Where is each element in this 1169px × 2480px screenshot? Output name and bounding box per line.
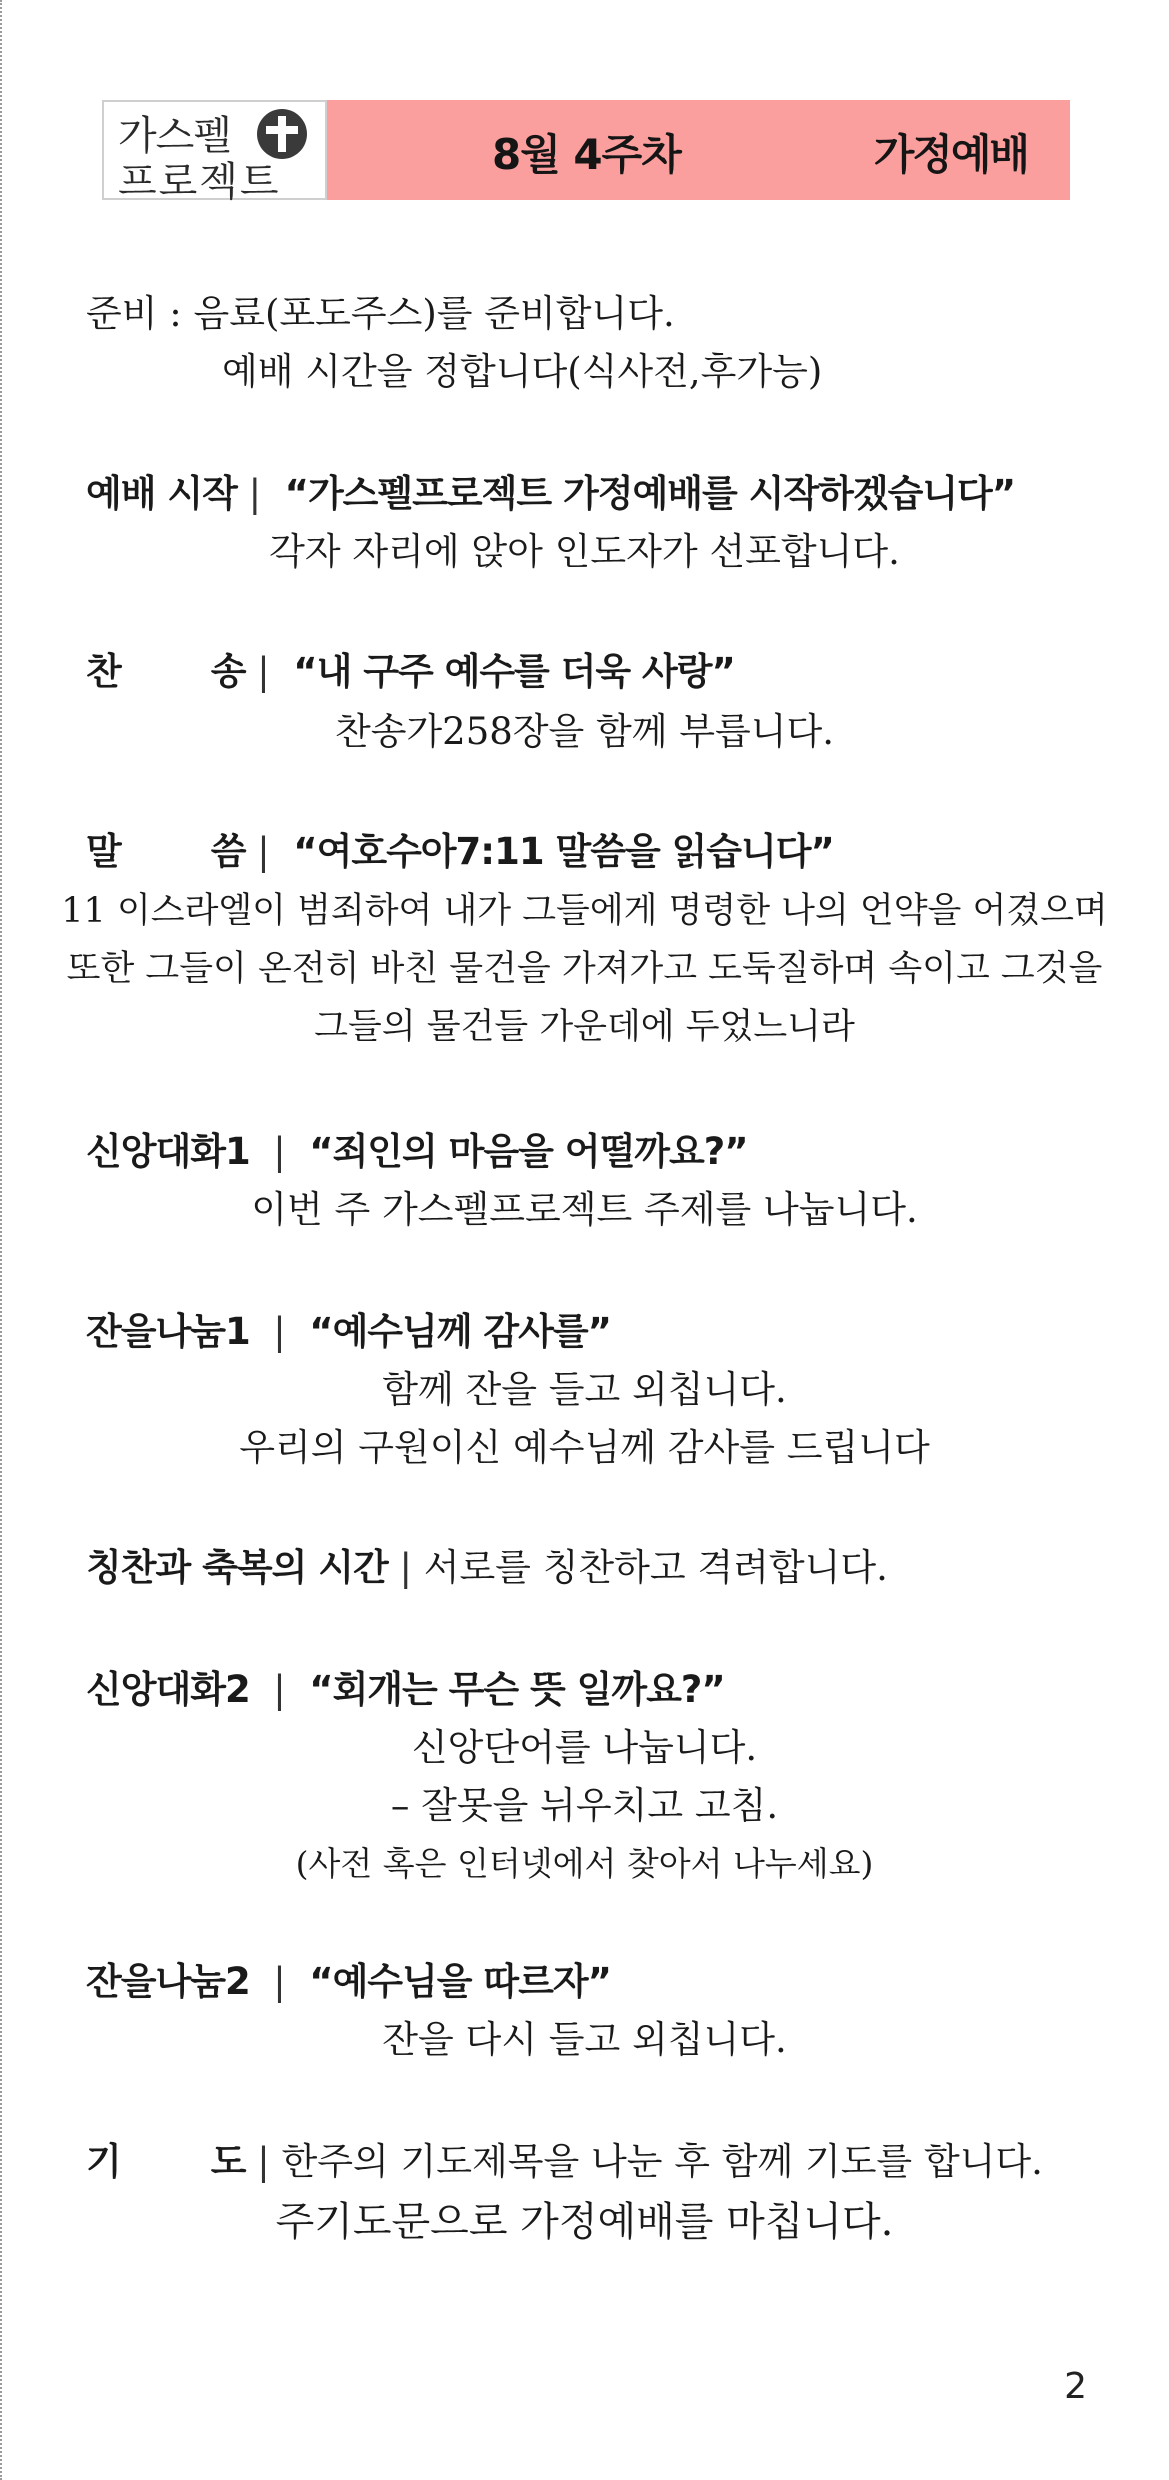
talk1-quote: “죄인의 마음을 어떨까요?” xyxy=(309,1130,748,1173)
prayer-heading xyxy=(86,2140,1043,2184)
hymn-heading xyxy=(86,650,735,694)
cup2-label: 잔을나눔2 xyxy=(86,1960,250,2003)
talk2-heading xyxy=(86,1668,725,1712)
hymn-label-b: 송 xyxy=(210,650,246,693)
praise-heading xyxy=(86,1546,888,1590)
prep-line2: 예배 시간을 정합니다(식사전,후가능) xyxy=(222,350,823,393)
prep-line1 xyxy=(86,292,675,336)
word-line1: 11 이스라엘이 범죄하여 내가 그들에게 명령한 나의 언약을 어겼으며 xyxy=(61,891,1108,931)
talk1-heading xyxy=(86,1130,748,1174)
prayer-label-b: 도 xyxy=(210,2140,246,2183)
talk1-separator: | xyxy=(273,1130,286,1173)
header-banner xyxy=(102,100,1070,205)
start-heading xyxy=(86,472,1015,516)
word-line3: 그들의 물건들 가운데에 두었느니라 xyxy=(314,1007,855,1047)
word-label-a: 말 xyxy=(86,830,121,873)
word-line2: 또한 그들이 온전히 바친 물건을 가져가고 도둑질하며 속이고 그것을 xyxy=(66,949,1103,989)
word-quote: “여호수아7:11 말씀을 읽습니다” xyxy=(293,830,834,873)
week-label: 8월 4주차 xyxy=(492,130,681,179)
talk2-line1: 신앙단어를 나눕니다. xyxy=(411,1726,758,1769)
talk2-quote: “회개는 무슨 뜻 일까요?” xyxy=(309,1668,725,1711)
talk2-line2: – 잘못을 뉘우치고 고침. xyxy=(390,1784,779,1827)
talk2-separator: | xyxy=(273,1668,286,1711)
cup1-line1: 함께 잔을 들고 외칩니다. xyxy=(382,1368,787,1411)
talk2-line3: (사전 혹은 인터넷에서 찾아서 나누세요) xyxy=(295,1844,874,1883)
talk1-line1: 이번 주 가스펠프로젝트 주제를 나눕니다. xyxy=(251,1188,918,1231)
cup2-heading xyxy=(86,1960,611,2004)
prayer-line1: 주기도문으로 가정예배를 마칩니다. xyxy=(275,2199,894,2245)
prep-label: 준비 xyxy=(86,292,158,335)
cup2-separator: | xyxy=(273,1960,286,2003)
start-line1: 각자 자리에 앉아 인도자가 선포합니다. xyxy=(269,530,900,573)
hymn-label-a: 찬 xyxy=(86,650,121,693)
word-heading xyxy=(86,830,834,874)
cup2-quote: “예수님을 따르자” xyxy=(309,1960,611,2003)
prep-text1: 음료(포도주스)를 준비합니다. xyxy=(193,292,675,335)
prayer-separator: | xyxy=(257,2140,270,2183)
page-number: 2 xyxy=(1064,2366,1087,2407)
cup2-line1: 잔을 다시 들고 외칩니다. xyxy=(382,2018,787,2061)
hymn-quote: “내 구주 예수를 더욱 사랑” xyxy=(293,650,735,693)
start-separator: | xyxy=(248,472,262,515)
word-separator: | xyxy=(257,830,270,873)
praise-separator: | xyxy=(399,1546,412,1589)
hymn-line1: 찬송가258장을 함께 부릅니다. xyxy=(334,710,835,753)
worship-title: 가정예배 xyxy=(873,130,1028,179)
cup1-separator: | xyxy=(273,1310,286,1353)
start-quote: “가스펠프로젝트 가정예배를 시작하겠습니다” xyxy=(284,472,1016,515)
prayer-label-a: 기 xyxy=(86,2140,121,2183)
start-label: 예배 시작 xyxy=(86,472,237,515)
prep-colon: : xyxy=(169,292,182,335)
praise-label: 칭찬과 축복의 시간 xyxy=(86,1546,388,1589)
cup1-line2: 우리의 구원이신 예수님께 감사를 드립니다 xyxy=(239,1426,930,1469)
cup1-label: 잔을나눔1 xyxy=(86,1310,250,1353)
header-pink-band xyxy=(327,100,1070,200)
gospel-project-logo xyxy=(102,100,327,205)
talk1-label: 신앙대화1 xyxy=(86,1130,250,1173)
cup1-heading xyxy=(86,1310,611,1354)
hymn-separator: | xyxy=(257,650,270,693)
word-label-b: 씀 xyxy=(210,830,246,873)
logo-text-line2: 프로젝트 xyxy=(118,159,281,205)
cup1-quote: “예수님께 감사를” xyxy=(309,1310,611,1353)
logo-text-line1: 가스펠 xyxy=(118,113,231,159)
talk2-label: 신앙대화2 xyxy=(86,1668,250,1711)
praise-text: 서로를 칭찬하고 격려합니다. xyxy=(423,1546,888,1589)
page-edge-dotted-line xyxy=(0,0,2,2480)
prayer-text: 한주의 기도제목을 나눈 후 함께 기도를 합니다. xyxy=(281,2140,1043,2183)
